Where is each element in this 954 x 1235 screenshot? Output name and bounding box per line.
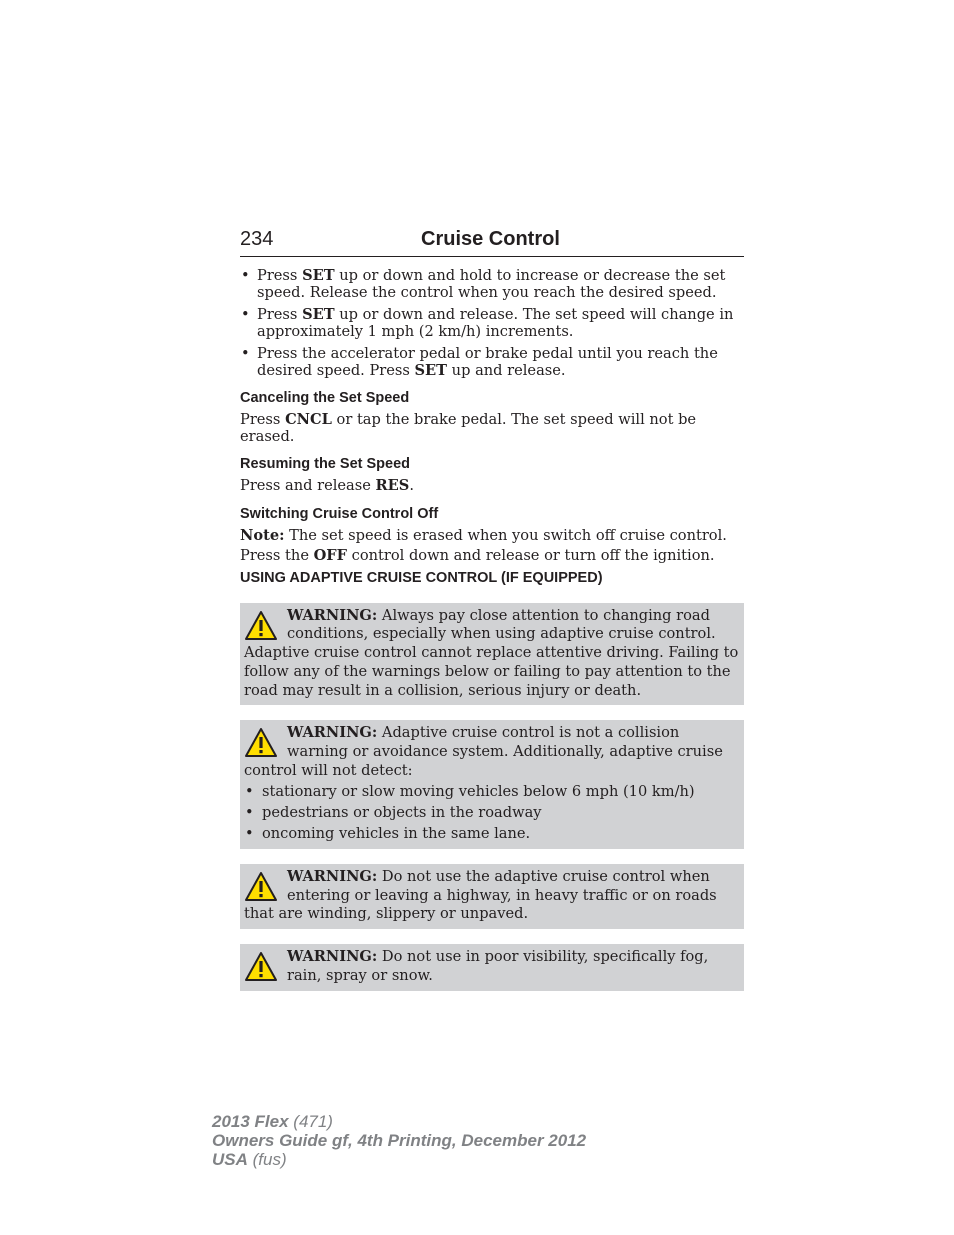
warning-box: [240, 944, 744, 991]
page-title: Cruise Control: [421, 228, 560, 250]
page-header: [240, 228, 744, 257]
switch-off-heading: Switching Cruise Control Off: [240, 505, 439, 522]
cancel-heading: Canceling the Set Speed: [240, 390, 410, 406]
switch-off-note: Note: The set speed is erased when you switch off cruise control.: [240, 526, 727, 544]
footer-printing: Owners Guide gf, 4th Printing, December 2012: [212, 1131, 587, 1150]
page-footer: [212, 1112, 586, 1169]
warning-text: Do not use the adaptive cruise control when entering or leaving a highway, in heavy traffic or on roads that are winding, slippery or unpaved.: [244, 867, 717, 923]
warning-label: WARNING:: [287, 606, 378, 624]
set-speed-bullets: [240, 268, 744, 379]
footer-model: 2013 Flex (471): [212, 1112, 333, 1131]
resume-heading: Resuming the Set Speed: [240, 456, 411, 472]
warning-list: [244, 781, 740, 844]
list-item: • oncoming vehicles in the same lane.: [244, 823, 740, 844]
warning-triangle-icon: [244, 727, 278, 759]
warning-box: [240, 864, 744, 929]
list-item: • stationary or slow moving vehicles below 6 mph (10 km/h): [244, 781, 740, 802]
warning-label: WARNING:: [287, 867, 378, 885]
warning-label: WARNING:: [287, 948, 378, 966]
warning-triangle-icon: [244, 951, 278, 983]
adaptive-heading: USING ADAPTIVE CRUISE CONTROL (IF EQUIPPED): [240, 569, 603, 586]
cancel-text: Press CNCL or tap the brake pedal. The set speed will not be erased.: [240, 411, 697, 445]
list-item: • pedestrians or objects in the roadway: [244, 802, 740, 823]
warning-text: Do not use in poor visibility, specifically fog, rain, spray or snow.: [287, 948, 709, 985]
footer-region: USA (fus): [212, 1150, 287, 1169]
page-content: [240, 228, 744, 1006]
switch-off-text: Press the OFF control down and release or turn off the ignition.: [240, 547, 715, 564]
resume-text: Press and release RES.: [240, 477, 414, 494]
warning-box: [240, 720, 744, 848]
warning-text: Adaptive cruise control is not a collision warning or avoidance system. Additionally, adaptive cruise control will not detect:: [244, 724, 723, 780]
list-item: • Press SET up or down and release. The set speed will change in approximately 1 mph (2 km/h) increments.: [240, 307, 744, 340]
page-number: 234: [240, 228, 274, 250]
warning-text: Always pay close attention to changing road conditions, especially when using adaptive cruise control. Adaptive cruise control cannot replace attentive driving. Failing to follow any of the warnings below or failing to pay attention to the road may result in a collision, serious injury or death.: [244, 606, 739, 699]
warning-triangle-icon: [244, 871, 278, 903]
warning-triangle-icon: [244, 610, 278, 642]
list-item: • Press the accelerator pedal or brake pedal until you reach the desired speed. Press SET up and release.: [240, 346, 744, 379]
warning-box: [240, 603, 744, 706]
list-item: • Press SET up or down and hold to increase or decrease the set speed. Release the control when you reach the desired speed.: [240, 268, 744, 301]
warning-label: WARNING:: [287, 724, 378, 742]
